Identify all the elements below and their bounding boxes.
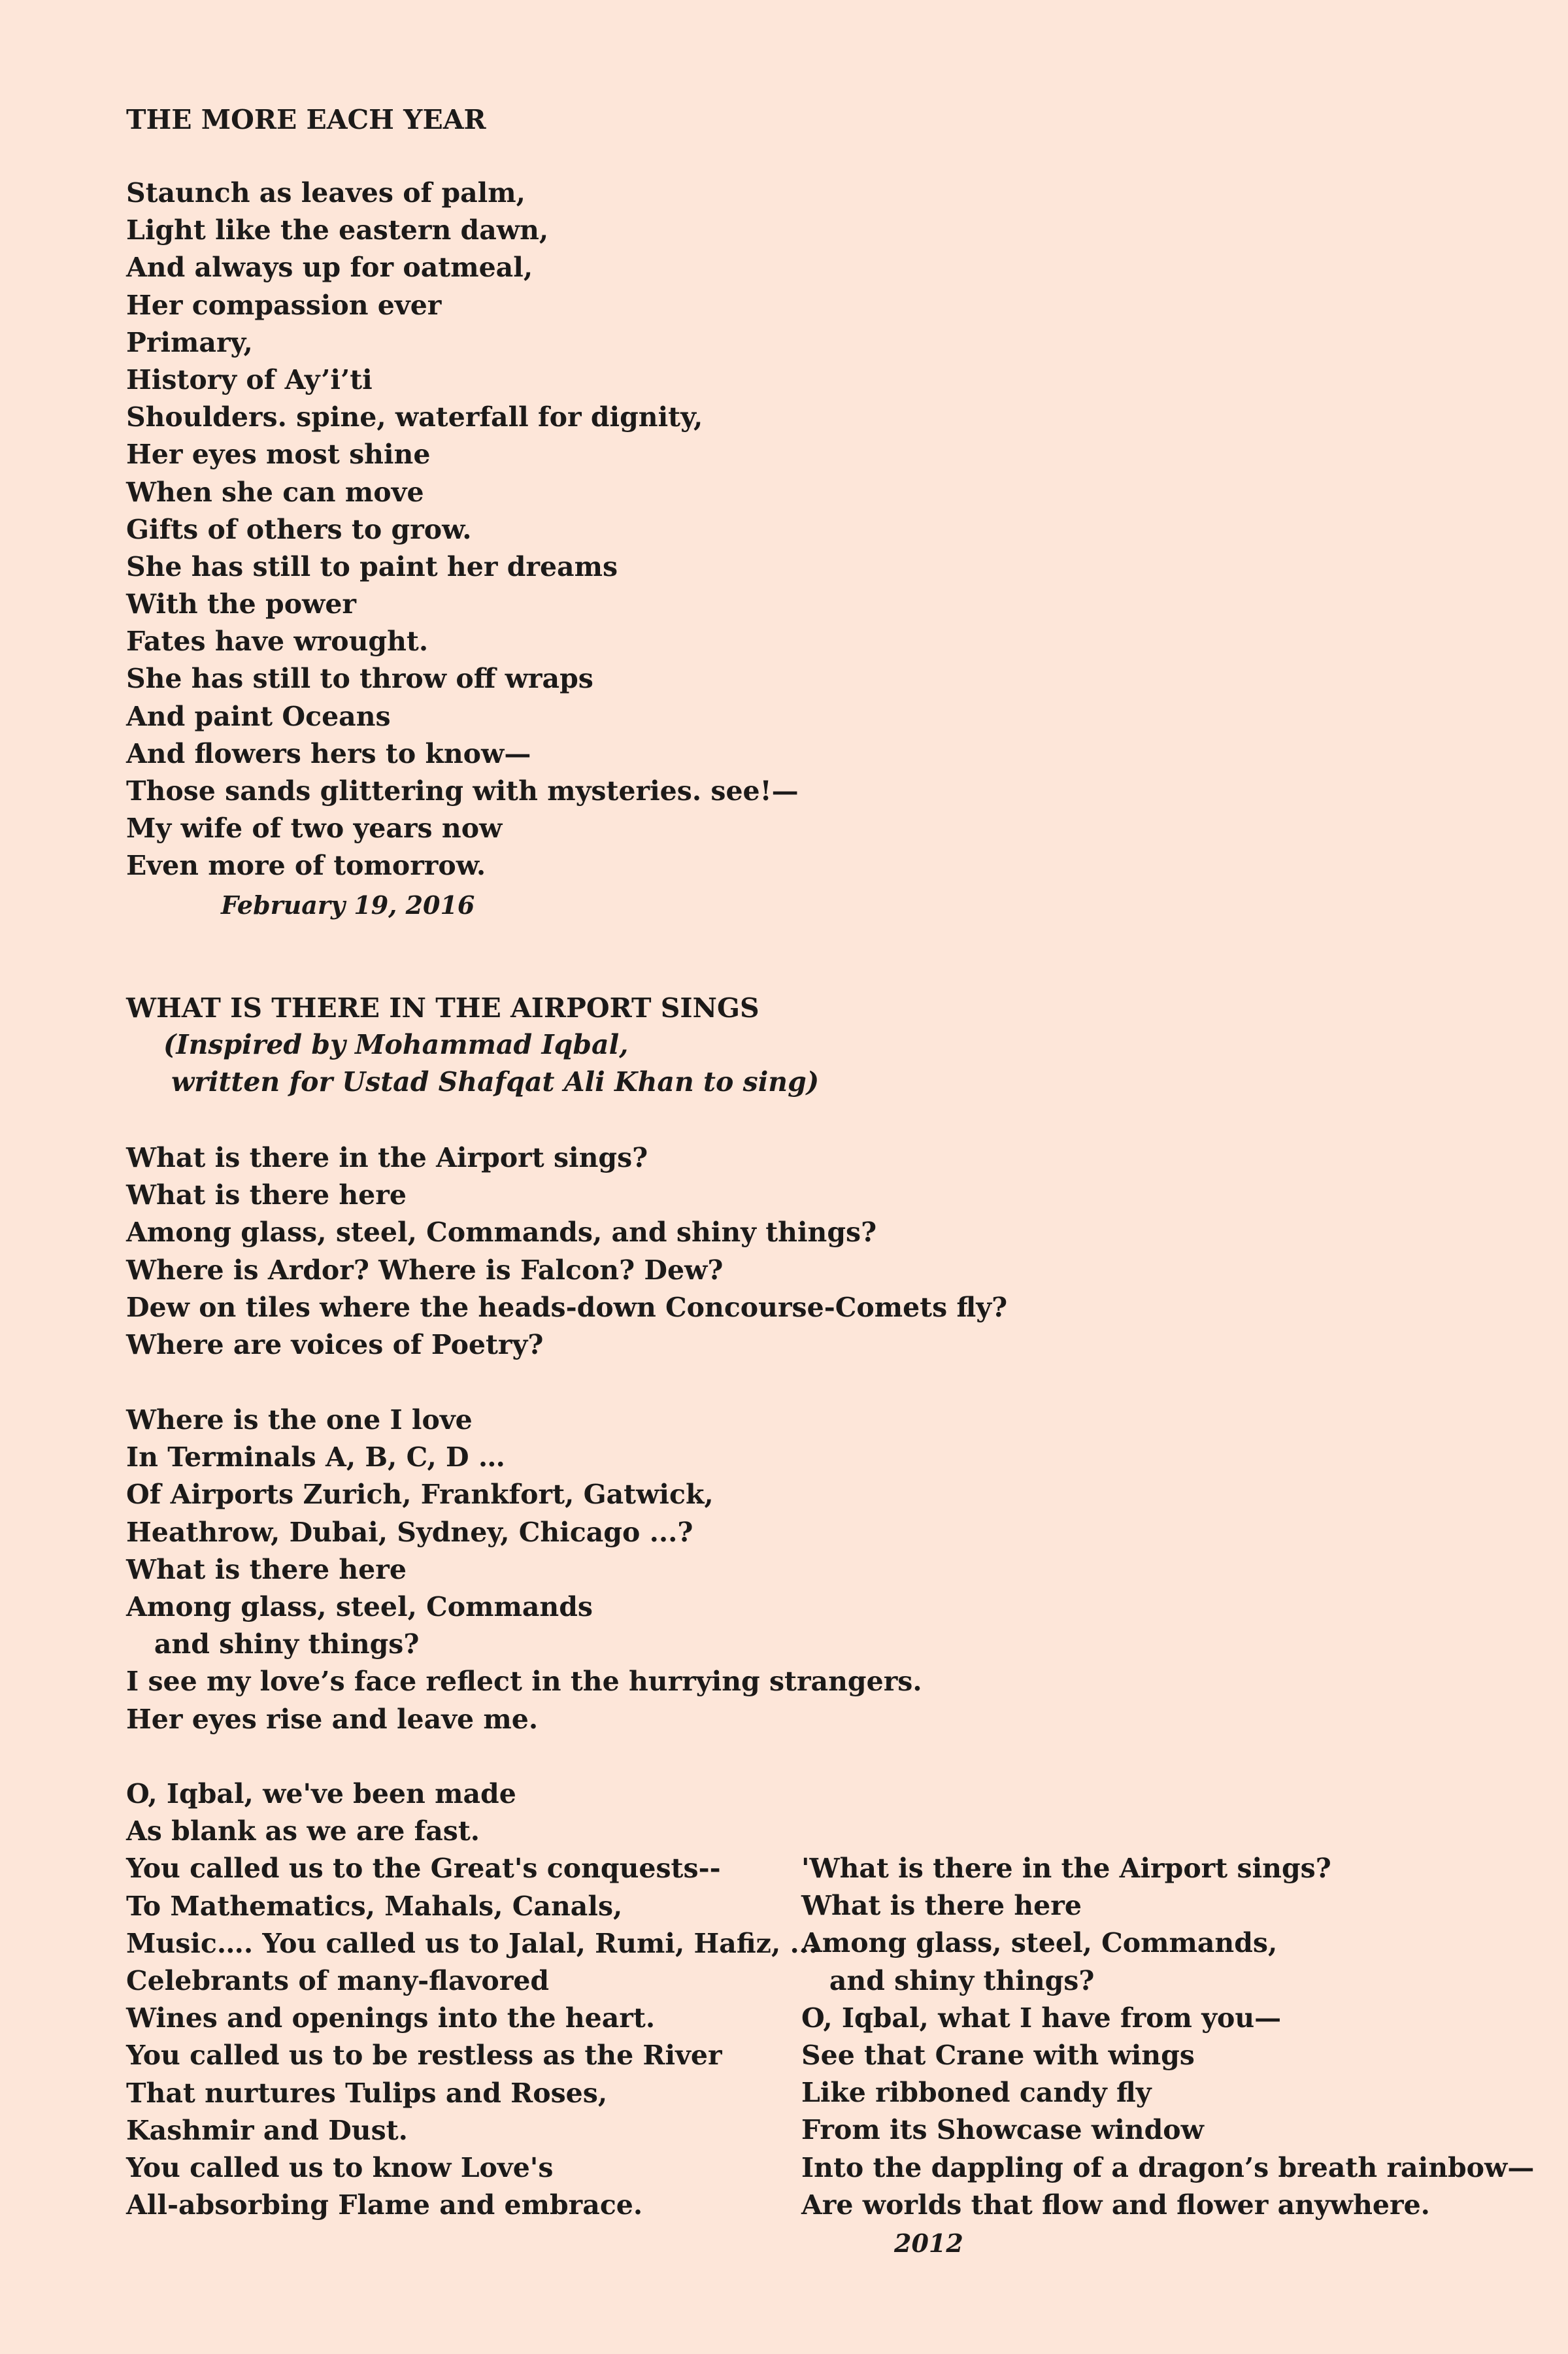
poem1-line: Gifts of others to grow. — [126, 513, 472, 545]
poem2-line: Where are voices of Poetry? — [126, 1328, 544, 1360]
poem2-line: Where is Ardor? Where is Falcon? Dew? — [126, 1254, 724, 1286]
poem1-line: Even more of tomorrow. — [126, 850, 486, 882]
poem1-line: History of Ay’i’ti — [126, 363, 373, 395]
poem1-line: Shoulders. spine, waterfall for dignity, — [126, 401, 703, 433]
poem2-stanza2 — [126, 1402, 922, 1738]
poem2-line: You called us to know Love's — [126, 2151, 554, 2183]
poem2-line: Of Airports Zurich, Frankfort, Gatwick, — [126, 1479, 714, 1511]
poem2-line: Like ribboned candy fly — [801, 2077, 1152, 2109]
poem2-line: Music…. You called us to Jalal, Rumi, Hafiz, ... — [126, 1927, 818, 1959]
poem2-line: What is there in the Airport sings? — [126, 1142, 648, 1173]
poem1-line: She has still to throw off wraps — [126, 663, 593, 695]
poem2-line: Into the dappling of a dragon’s breath rainbow— — [801, 2151, 1535, 2183]
poem2-line: Are worlds that flow and flower anywhere. — [801, 2189, 1430, 2221]
poem1-line: She has still to paint her dreams — [126, 550, 618, 582]
poem2-line: Celebrants of many-flavored — [126, 1964, 550, 1996]
poem1-line: And always up for oatmeal, — [126, 252, 533, 284]
poem2-line: You called us to be restless as the River — [126, 2040, 722, 2072]
poem2-line: That nurtures Tulips and Roses, — [126, 2077, 608, 2109]
poem2-line: O, Iqbal, we've been made — [126, 1778, 516, 1809]
poem1-line: My wife of two years now — [126, 813, 503, 845]
poem2-subtitle-line1: (Inspired by Mohammad Iqbal, — [163, 1029, 629, 1060]
poem2-line: O, Iqbal, what I have from you— — [801, 2002, 1282, 2034]
poem2-line: As blank as we are fast. — [126, 1815, 480, 1847]
poem2-line: Dew on tiles where the heads-down Concourse-Comets fly? — [126, 1291, 1008, 1323]
poem1-line: Primary, — [126, 326, 253, 358]
poem2-line: You called us to the Great's conquests-- — [126, 1853, 721, 1885]
poem2-stanza3 — [126, 1775, 818, 2224]
poem1-line: And flowers hers to know— — [126, 737, 531, 769]
poem2-line: 'What is there in the Airport sings? — [801, 1853, 1331, 1884]
poem2-line: What is there here — [126, 1179, 407, 1211]
poem1-line: Her eyes most shine — [126, 439, 431, 471]
poem1-title: THE MORE EACH YEAR — [126, 104, 486, 135]
poem2-line: See that Crane with wings — [801, 2039, 1195, 2071]
poem2-line: and shiny things? — [126, 1628, 420, 1660]
poem2-stanza1 — [126, 1139, 1007, 1364]
poem2-date: 2012 — [894, 2228, 963, 2258]
poem1-body — [126, 175, 799, 885]
poem2-line: In Terminals A, B, C, D … — [126, 1441, 505, 1473]
poem2-line: Wines and openings into the heart. — [126, 2002, 656, 2034]
poem2-line: What is there here — [126, 1553, 407, 1585]
poem2-line: From its Showcase window — [801, 2114, 1204, 2146]
poem2-line: Among glass, steel, Commands, and shiny things? — [126, 1217, 877, 1249]
poem2-line: All-absorbing Flame and embrace. — [126, 2189, 643, 2221]
poem2-line: To Mathematics, Mahals, Canals, — [126, 1890, 623, 1922]
poem1-line: With the power — [126, 588, 357, 620]
poem2-title: WHAT IS THERE IN THE AIRPORT SINGS — [126, 992, 759, 1024]
poem2-line: I see my love’s face reflect in the hurrying strangers. — [126, 1666, 922, 1698]
poem1-line: Staunch as leaves of palm, — [126, 177, 525, 209]
poem2-line: Among glass, steel, Commands — [126, 1590, 593, 1623]
poem1-line: Those sands glittering with mysteries. see!— — [126, 775, 799, 807]
poem2-line: Where is the one I love — [126, 1404, 473, 1436]
poem2-line: What is there here — [801, 1890, 1082, 1922]
poem2-line: Heathrow, Dubai, Sydney, Chicago ...? — [126, 1516, 693, 1548]
poem1-line: Her compassion ever — [126, 289, 442, 321]
poem2-stanza4 — [801, 1850, 1534, 2224]
poem2-line: Her eyes rise and leave me. — [126, 1703, 539, 1735]
poem1-line: Fates have wrought. — [126, 626, 429, 658]
poem1-date: February 19, 2016 — [221, 890, 475, 920]
poem2-subtitle-line2: written for Ustad Shafqat Ali Khan to sing) — [171, 1066, 820, 1098]
poem1-line: Light like the eastern dawn, — [126, 214, 549, 246]
poem2-line: and shiny things? — [801, 1964, 1095, 1996]
poem2-line: Kashmir and Dust. — [126, 2114, 408, 2146]
poem1-line: When she can move — [126, 476, 424, 508]
poem1-line: And paint Oceans — [126, 700, 391, 732]
poem2-line: Among glass, steel, Commands, — [801, 1927, 1278, 1959]
